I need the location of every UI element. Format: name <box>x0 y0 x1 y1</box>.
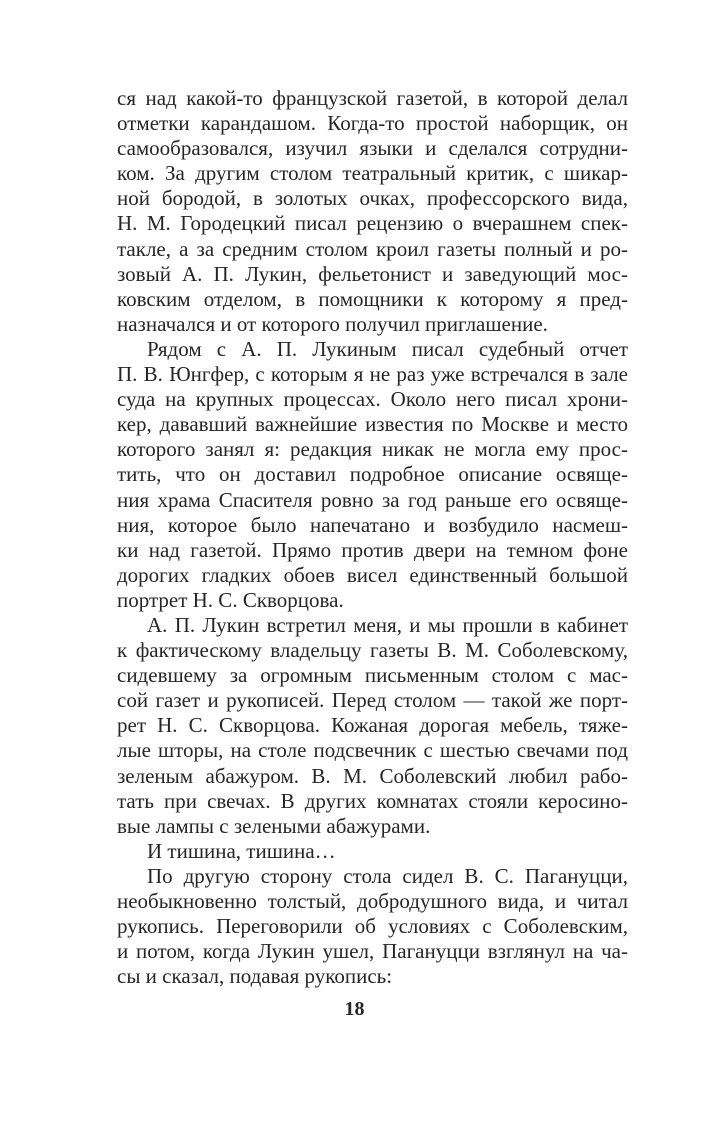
text-line: отметки карандашом. Когда-то простой наборщик, он <box>117 111 628 136</box>
text-line: ковским отделом, в помощники к которому я пред- <box>117 286 628 311</box>
text-line: И тишина, тишина… <box>147 838 336 863</box>
text-line: зовый А. П. Лукин, фельетонист и заведующий мос- <box>117 261 628 286</box>
text-line: такле, а за средним столом кроил газеты полный и ро- <box>117 236 628 261</box>
text-line: тать при свечах. В других комнатах стояли керосино- <box>117 788 628 813</box>
paragraph <box>117 613 628 839</box>
text-line: зеленым абажуром. В. М. Соболевский любил рабо- <box>117 763 628 788</box>
text-line: к фактическому владельцу газеты В. М. Соболевскому, <box>117 638 628 663</box>
text-line: ки над газетой. Прямо против двери на темном фоне <box>117 537 628 562</box>
text-line: кер, дававший важнейшие известия по Москве и место <box>117 412 628 437</box>
text-line: вые лампы с зелеными абажурами. <box>117 813 431 838</box>
text-line: и потом, когда Лукин ушел, Пагануцци взглянул на ча- <box>117 939 628 964</box>
text-line: ся над какой-то французской газетой, в которой делал <box>117 86 628 110</box>
text-line: рет Н. С. Скворцова. Кожаная дорогая мебель, тяже- <box>117 713 628 738</box>
text-line: ния храма Спасителя ровно за год раньше его освяще- <box>117 487 628 512</box>
text-line: П. В. Юнгфер, с которым я не раз уже встречался в зале <box>117 362 628 387</box>
text-line: ной бородой, в золотых очках, профессорского вида, <box>117 186 628 211</box>
text-line: ком. За другим столом театральный критик, с шикар- <box>117 161 628 186</box>
page-body <box>117 86 628 989</box>
text-line: портрет Н. С. Скворцова. <box>117 587 344 612</box>
text-line: суда на крупных процессах. Около него писал хрони- <box>117 387 628 412</box>
text-line: самообразовался, изучил языки и сделался сотрудни- <box>117 136 628 161</box>
text-line: лые шторы, на столе подсвечник с шестью свечами под <box>117 738 628 763</box>
paragraph <box>117 86 628 337</box>
text-line: необыкновенно толстый, добродушного вида, и читал <box>117 889 628 913</box>
paragraph <box>117 839 628 864</box>
paragraph <box>117 337 628 613</box>
text-line: Н. М. Городецкий писал рецензию о вчерашнем спек- <box>117 211 628 236</box>
text-line: сидевшему за огромным письменным столом с мас- <box>117 663 628 688</box>
text-line: сой газет и рукописей. Перед столом — такой же порт- <box>117 688 628 713</box>
text-line: рукопись. Переговорили об условиях с Соболевским, <box>117 914 628 939</box>
text-line: Рядом с А. П. Лукиным писал судебный отчет <box>147 336 628 361</box>
text-line: которого занял я: редакция никак не могла ему прос- <box>117 437 628 462</box>
text-line: дорогих гладких обоев висел единственный большой <box>117 562 628 587</box>
paragraph <box>117 864 628 989</box>
text-line: ния, которое было напечатано и возбудило насмеш- <box>117 512 628 537</box>
page-number: 18 <box>344 998 365 1020</box>
text-line: тить, что он доставил подробное описание освяще- <box>117 462 628 487</box>
text-line: По другую сторону стола сидел В. С. Пагануцци, <box>147 863 628 888</box>
text-line: сы и сказал, подавая рукопись: <box>117 964 393 989</box>
text-line: А. П. Лукин встретил меня, и мы прошли в кабинет <box>147 612 628 637</box>
text-line: назначался и от которого получил приглашение. <box>117 311 548 336</box>
